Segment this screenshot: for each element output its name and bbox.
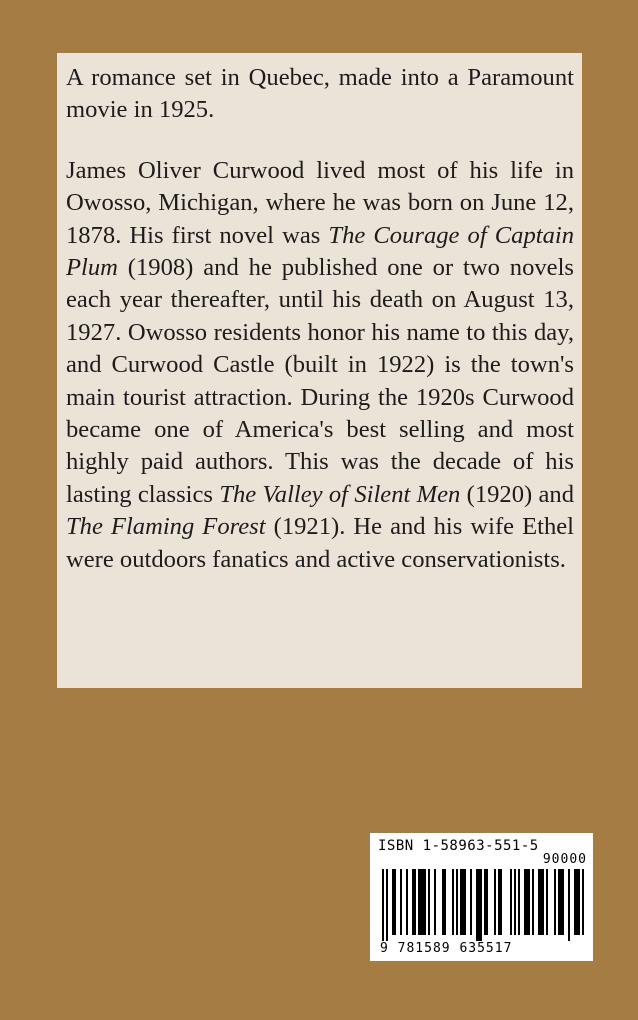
barcode-bar bbox=[500, 869, 502, 935]
barcode-bar bbox=[414, 869, 416, 935]
barcode-bar bbox=[518, 869, 520, 935]
barcode-bar bbox=[582, 869, 584, 935]
barcode-bar bbox=[542, 869, 544, 935]
barcode-bar bbox=[478, 869, 480, 941]
barcode-bar bbox=[546, 869, 548, 935]
barcode-bar bbox=[514, 869, 516, 935]
barcode-bar bbox=[484, 869, 486, 935]
barcode-bar bbox=[394, 869, 396, 935]
barcode-bar bbox=[526, 869, 528, 935]
barcode-bar bbox=[434, 869, 436, 935]
barcode-bar bbox=[540, 869, 542, 935]
bio-text: (1921). He and his wife Ethel were outdoors fanatics and active conservationists. bbox=[66, 513, 574, 573]
book-title-flaming-forest: The Flaming Forest bbox=[66, 513, 266, 541]
barcode-bar bbox=[528, 869, 530, 935]
barcode-bar bbox=[464, 869, 466, 935]
blurb-panel bbox=[57, 53, 582, 688]
barcode-bar bbox=[462, 869, 464, 935]
barcode-bar bbox=[558, 869, 560, 935]
bio-paragraph bbox=[66, 155, 574, 576]
barcode-bar bbox=[578, 869, 580, 935]
barcode-bar bbox=[428, 869, 430, 935]
barcode-bar bbox=[538, 869, 540, 935]
barcode-bar bbox=[418, 869, 420, 935]
barcode-bar bbox=[480, 869, 482, 941]
barcode-bar bbox=[382, 869, 384, 941]
book-title-courage-of-captain-plum: The Courage of Captain Plum bbox=[66, 221, 574, 282]
isbn-barcode bbox=[370, 833, 593, 961]
barcode-bar bbox=[486, 869, 488, 935]
book-title-valley-of-silent-men: The Valley of Silent Men bbox=[219, 480, 461, 508]
barcode-bar bbox=[554, 869, 556, 935]
barcode-bar bbox=[574, 869, 576, 935]
barcode-bar bbox=[420, 869, 422, 935]
barcode-bar bbox=[456, 869, 458, 935]
barcode-bars bbox=[376, 869, 586, 941]
barcode-bar bbox=[392, 869, 394, 935]
isbn-number: ISBN 1-58963-551-5 bbox=[378, 838, 539, 854]
barcode-bar bbox=[400, 869, 402, 935]
barcode-bar bbox=[470, 869, 472, 935]
barcode-bar bbox=[412, 869, 414, 935]
barcode-bar bbox=[460, 869, 462, 935]
barcode-bar bbox=[452, 869, 454, 935]
barcode-bar bbox=[576, 869, 578, 935]
bio-text: (1920) and bbox=[460, 480, 574, 508]
intro-paragraph: A romance set in Quebec, made into a Paramount movie in 1925. bbox=[66, 64, 574, 124]
barcode-bar bbox=[422, 869, 424, 935]
barcode-bar bbox=[406, 869, 408, 935]
barcode-bar bbox=[498, 869, 500, 935]
barcode-bar bbox=[524, 869, 526, 935]
barcode-bar bbox=[386, 869, 388, 941]
bio-text: James Oliver Curwood lived most of his life in Owosso, Michigan, where he was born on June 12, 1878. His first novel was bbox=[66, 156, 574, 249]
barcode-bar bbox=[568, 869, 570, 941]
barcode-bar bbox=[476, 869, 478, 941]
barcode-bar bbox=[560, 869, 562, 935]
barcode-bar bbox=[562, 869, 564, 935]
barcode-bar bbox=[510, 869, 512, 935]
price-code: 90000 bbox=[542, 852, 587, 867]
barcode-bar bbox=[424, 869, 426, 935]
ean-number: 9 781589 635517 bbox=[380, 941, 513, 956]
barcode-bar bbox=[532, 869, 534, 935]
barcode-bar bbox=[444, 869, 446, 935]
barcode-bar bbox=[442, 869, 444, 935]
bio-text: (1908) and he published one or two novels each year thereafter, until his death on August 13, 1927. Owosso residents honor his name to this day, and Curwood Castle (built in 1922) is the town's main tourist attraction. During the 1920s Curwood became one of America's best selling and most highly paid authors. This was the decade of his lasting classics bbox=[66, 254, 574, 508]
barcode-bar bbox=[494, 869, 496, 935]
